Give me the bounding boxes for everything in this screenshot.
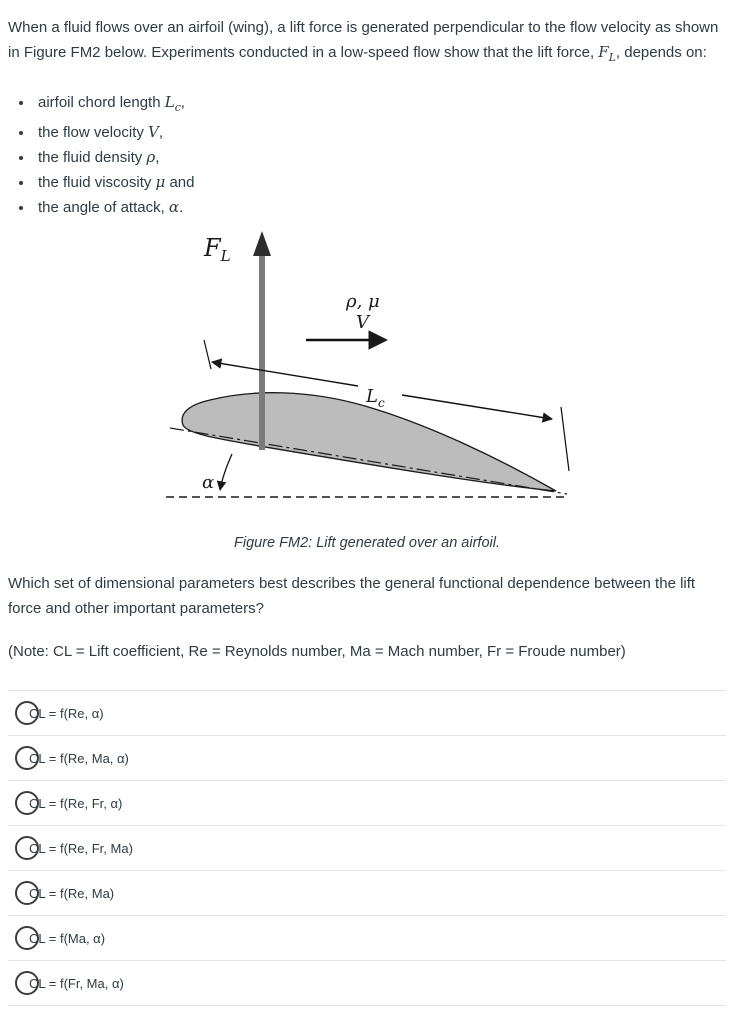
option-label: CL = f(Re, Fr, α): [29, 795, 123, 811]
airfoil-shape: [182, 393, 556, 491]
airfoil-figure: [160, 226, 580, 521]
list-item-angle-of-attack: • the angle of attack, α.: [34, 195, 726, 220]
lift-force-symbol: F: [598, 43, 609, 61]
option-row[interactable]: [8, 826, 726, 871]
chord-length-label: $L_c$: [366, 386, 385, 410]
list-item-flow-velocity: • the flow velocity V,: [34, 120, 726, 145]
option-label: CL = f(Re, Fr, Ma): [29, 840, 133, 856]
option-label: CL = f(Re, Ma, α): [29, 750, 129, 766]
figure-caption: Figure FM2: Lift generated over an airfoil.: [234, 535, 500, 551]
option-label: CL = f(Re, Ma): [29, 885, 115, 901]
option-label: CL = f(Fr, Ma, α): [29, 975, 124, 991]
intro-text: When a fluid flows over an airfoil (wing), a lift force is generated perpendicular to the flow velocity as shown in Figure FM2 below. Experiments conducted in a low-speed flow show that the lift force,: [8, 19, 719, 61]
airfoil-diagram: [160, 226, 580, 521]
parameter-list: [34, 90, 726, 220]
option-row[interactable]: [8, 781, 726, 826]
velocity-symbol: V: [148, 123, 159, 141]
chord-extension-right: [561, 407, 569, 471]
option-label: CL = f(Re, α): [29, 705, 104, 721]
answer-options: [8, 690, 726, 1006]
chord-extension-left: [204, 340, 211, 369]
viscosity-symbol: μ: [155, 173, 166, 191]
list-item-chord-length: • airfoil chord length $L_c$,: [34, 90, 726, 120]
option-label: CL = f(Ma, α): [29, 930, 106, 946]
density-symbol: ρ: [146, 148, 156, 166]
chord-arrow-left: [212, 362, 358, 386]
lift-force-label: $F_L$: [204, 234, 231, 265]
list-item-fluid-density: • the fluid density ρ,: [34, 145, 726, 170]
list-item-fluid-viscosity: • the fluid viscosity μ and: [34, 170, 726, 195]
option-row[interactable]: [8, 736, 726, 781]
intro-paragraph: [8, 15, 726, 70]
question-text: Which set of dimensional parameters best describes the general functional dependence between the lift force and other important parameters?: [8, 575, 696, 617]
option-row[interactable]: [8, 961, 726, 1006]
alpha-symbol: α: [168, 198, 180, 216]
velocity-label: V: [356, 312, 369, 333]
option-row[interactable]: [8, 691, 726, 736]
chord-arrow-right: [402, 395, 552, 419]
lift-force-subscript: L: [608, 51, 616, 64]
alpha-label: α: [202, 472, 215, 493]
lift-force-arrowhead: [253, 231, 271, 256]
intro-text-tail: , depends on:: [615, 44, 707, 61]
note-text: (Note: CL = Lift coefficient, Re = Reynolds number, Ma = Mach number, Fr = Froude number): [8, 643, 626, 660]
chord-symbol: L: [164, 93, 175, 111]
fluid-properties-label: ρ, μ: [346, 291, 380, 312]
option-row[interactable]: [8, 916, 726, 961]
alpha-arrow: [220, 454, 232, 490]
option-row[interactable]: [8, 871, 726, 916]
